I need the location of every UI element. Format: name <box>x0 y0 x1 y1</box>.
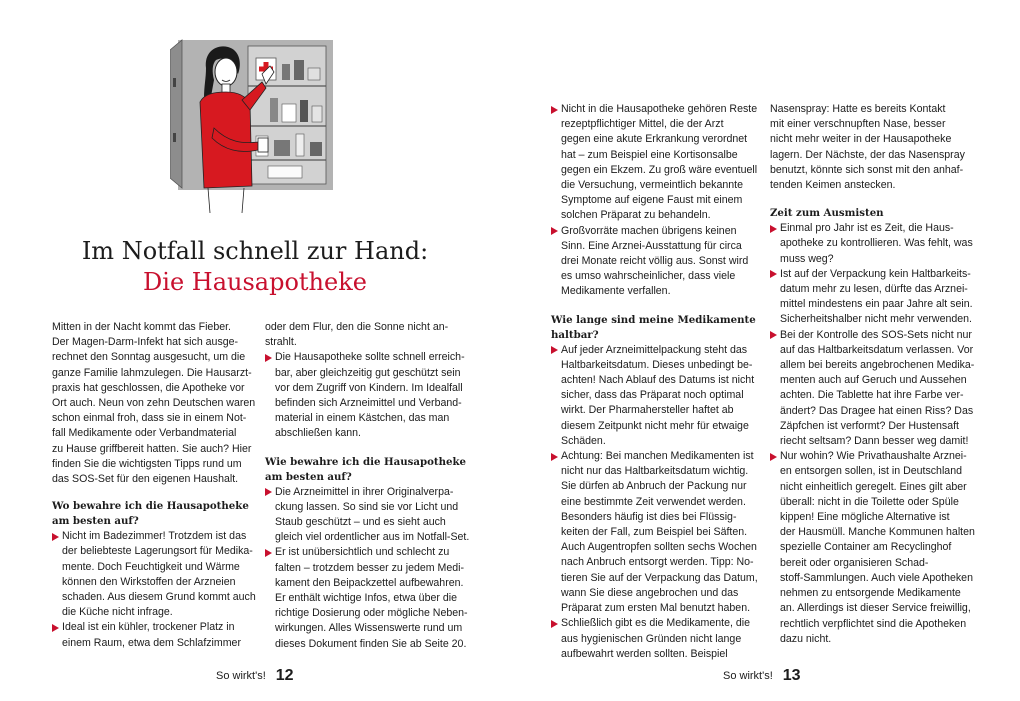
page-title-line1: Im Notfall schnell zur Hand: <box>81 237 429 265</box>
section-heading-declutter: Zeit zum Ausmisten <box>770 207 884 220</box>
left-column-2 <box>265 320 480 652</box>
right-column-2 <box>770 102 985 647</box>
section-heading-storage-place: Wo bewahre ich die Hausapotheke am besten auf? <box>52 500 249 528</box>
page-title-line2: Die Hausapotheke <box>143 268 367 296</box>
bullet-item: Nicht in die Hausapotheke gehören Reste rezeptpflichtiger Mittel, die der Arzt gegen eine akute Erkrankung verordnet hat – zum Beispiel eine Kortisonsalbe gegen ein Ekzem. Zu groß wäre eventuell die Versuchung, vermeintlich bekannte Symptome auf eigene Faust mit einem solchen Präparat zu behandeln. <box>551 102 769 224</box>
bullet-item: Ist auf der Verpackung kein Haltbarkeits- datum mehr zu lesen, dürfte das Arznei- mittel mindestens ein paar Jahre alt sein. Sicherheitshalber nicht mehr verwenden. <box>770 267 985 328</box>
page-right <box>510 0 1020 701</box>
footer-label: So wirkt's! <box>216 670 266 682</box>
page-footer-right <box>723 666 801 684</box>
bullet-item: Bei der Kontrolle des SOS-Sets nicht nur auf das Haltbarkeitsdatum verlassen. Vor allem bei bereits angebrochenen Medika- menten auch auf Geruch und Aussehen achten. Die Tablette hat ihre Farbe ver- ändert? Das Dragee hat einen Riss? Das Zäpfchen ist verformt? Der Hustensaft riecht seltsam? Dann besser weg damit! <box>770 328 985 450</box>
bullet-item: Großvorräte machen übrigens keinen Sinn. Eine Arznei-Ausstattung für circa drei Monate reicht völlig aus. Sonst wird es umso wahrscheinlicher, dass viele Medikamente verfallen. <box>551 224 769 300</box>
woman-at-medicine-cabinet-illustration <box>170 38 335 213</box>
bullet-item: Nicht im Badezimmer! Trotzdem ist das der beliebteste Lagerungsort für Medika- mente. Doch Feuchtigkeit und Wärme können den Wirkstoffen der Arzneien schaden. Aus diesem Grund kommt auch die Küche nicht infrage. <box>52 529 262 620</box>
bullet-item: Auf jeder Arzneimittelpackung steht das Haltbarkeitsdatum. Dieses unbedingt be- achten! Nach Ablauf des Datums ist nicht sicher, dass das Präparat noch optimal wirkt. Der Pharmahersteller haftet ab diesem Zeitpunkt nicht mehr für etwaige Schäden. <box>551 343 769 449</box>
section-heading-shelf-life: Wie lange sind meine Medikamente haltbar? <box>551 313 756 341</box>
continuation-text: Nasenspray: Hatte es bereits Kontakt mit einer verschnupften Nase, besser nicht mehr weiter in der Hausapotheke lagern. Der Nächste, der das Nasenspray benutzt, könnte sich sonst mit den anhaf- tenden Keimen anstecken. <box>770 103 965 192</box>
page-number: 13 <box>782 667 801 684</box>
bullet-item: Die Hausapotheke sollte schnell erreich- bar, aber gleichzeitig gut geschützt sein vor dem Zugriff von Kindern. Im Idealfall befinden sich Arzneimittel und Verband- material in einem Kästchen, das man abschließen kann. <box>265 350 480 441</box>
footer-label: So wirkt's! <box>723 670 773 682</box>
bullet-item: Ideal ist ein kühler, trockener Platz in einem Raum, etwa dem Schlafzimmer <box>52 620 262 650</box>
bullet-item: Einmal pro Jahr ist es Zeit, die Haus- apotheke zu kontrollieren. Was fehlt, was muss weg? <box>770 221 985 267</box>
intro-paragraph: Mitten in der Nacht kommt das Fieber. Der Magen-Darm-Infekt hat sich ausge- rechnet den Sonntag ausgesucht, um die ganze Familie lahmzulegen. Die Hausarzt- praxis hat geschlossen, die Apotheke vor Ort auch. Neun von zehn Deutschen waren schon einmal froh, dass sie in einem Not- fall Medikamente oder Verbandmaterial zu Hause griffbereit hatten. Sie auch? Hier finden Sie die wichtigsten Tipps rund um das SOS-Set für den eigenen Haushalt. <box>52 321 256 486</box>
page-number: 12 <box>275 667 294 684</box>
bullet-item: Die Arzneimittel in ihrer Originalverpa- ckung lassen. So sind sie vor Licht und Staub geschützt – und es sieht auch gleich viel ordentlicher aus im Notfall-Set. <box>265 485 480 546</box>
bullet-item: Er ist unübersichtlich und schlecht zu falten – trotzdem besser zu jedem Medi- kament den Beipackzettel aufbewahren. Er enthält wichtige Infos, etwa über die richtige Dosierung oder mögliche Neben- wirkungen. Alles Wissenswerte rund um dieses Dokument finden Sie ab Seite 20. <box>265 545 480 651</box>
left-column-1 <box>52 320 262 651</box>
section-heading-storage-how: Wie bewahre ich die Hausapotheke am besten auf? <box>265 455 467 483</box>
continuation-text: oder dem Flur, den die Sonne nicht an- strahlt. <box>265 321 449 349</box>
bullet-item: Schließlich gibt es die Medikamente, die aus hygienischen Gründen nicht lange aufbewahrt werden sollten. Beispiel <box>551 616 769 662</box>
right-column-1 <box>551 102 769 662</box>
bullet-item: Nur wohin? Wie Privathaushalte Arznei- en entsorgen sollen, ist in Deutschland nicht einheitlich geregelt. Eines gilt aber überall: nicht in die Toilette oder Spüle kippen! Eine mögliche Alternative ist der Hausmüll. Manche Kommunen halten spezielle Container am Recyclinghof bereit oder organisieren Schad- stoff-Sammlungen. Auch viele Apotheken nehmen zu entsorgende Medikamente an. Allerdings ist dieser Service freiwillig, rechtlich verpflichtet sind die Apotheken dazu nicht. <box>770 449 985 647</box>
bullet-item: Achtung: Bei manchen Medikamenten ist nicht nur das Haltbarkeitsdatum wichtig. Sie dürfen ab Anbruch der Packung nur eine bestimmte Zeit verwendet werden. Besonders häufig ist dies bei Flüssig- keiten der Fall, zum Beispiel bei Säften. Auch Augentropfen sollten sechs Wochen nach Anbruch entsorgt werden. Tipp: No- tieren Sie auf der Verpackung das Datum, wann Sie diese angebrochen und das Präparat zum ersten Mal benutzt haben. <box>551 449 769 616</box>
page-footer-left <box>216 666 294 684</box>
